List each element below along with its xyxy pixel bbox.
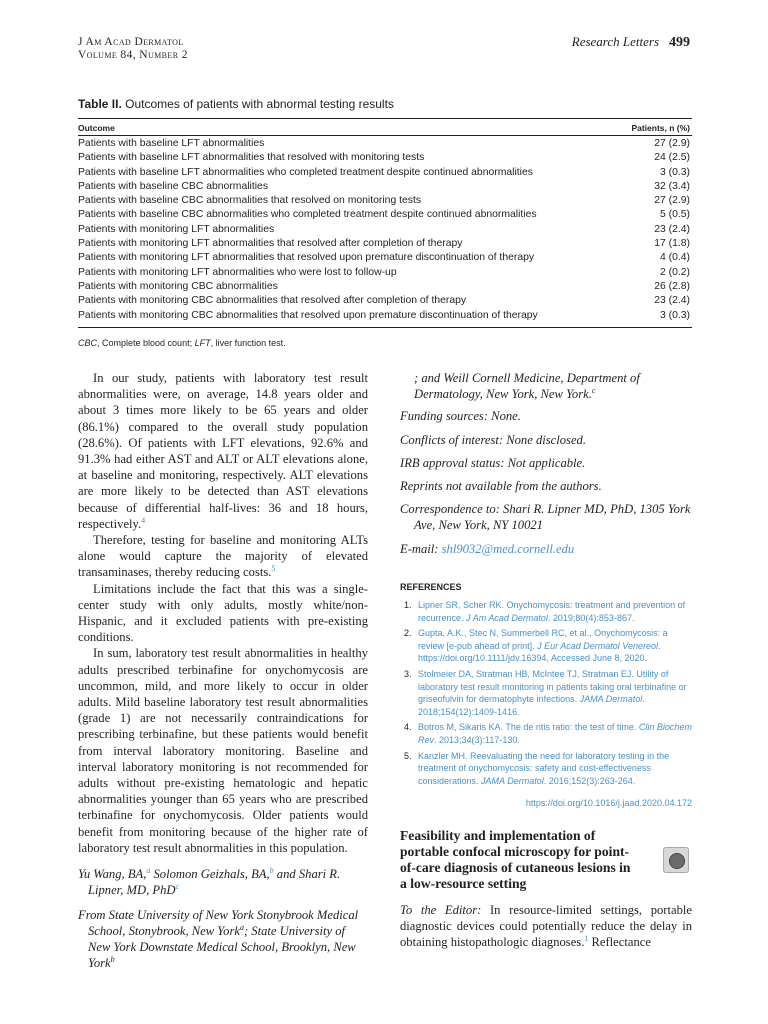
footnote-def-lft: , liver function test. [210,338,286,348]
irb-statement: IRB approval status: Not applicable. [400,455,586,470]
doi-link[interactable]: https://doi.org/10.1016/j.jaad.2020.04.172 [525,798,692,809]
reference-citation: . 2018;154(12):1409-1416. [418,694,645,717]
journal-volume: Volume 84, Number 2 [78,49,188,61]
patients-cell: 5 (0.5) [659,209,690,221]
reference-link[interactable] [418,628,668,663]
patients-cell: 3 (0.3) [659,309,690,321]
outcome-cell: Patients with baseline LFT abnormalities that resolved with monitoring tests [78,152,425,164]
crossmark-badge[interactable] [663,847,689,873]
reference-link[interactable] [418,722,692,745]
left-column [78,370,368,971]
table-header-rule [78,135,692,136]
body-paragraph-1 [78,370,368,532]
outcome-cell: Patients with baseline LFT abnormalities [78,138,265,149]
author-3: and Shari R. Lipner, MD, PhD [88,867,341,898]
body-paragraph-3: Limitations include the fact that this was a single-center study with only adults, mostly white/non-Hispanic, and it excluded patients with pre-existing conditions. [78,581,368,645]
reference-journal: JAMA Dermatol [481,775,544,786]
table-row [78,151,692,165]
reference-item [400,668,692,718]
reference-number: 5. [404,750,412,761]
reference-text: Gupta, A.K., Stec N, Summerbell RC, et al., Onychomycosis: a review [e-pub ahead of print]. [418,628,668,651]
email-label: E-mail: [400,541,442,556]
table-row [78,180,692,194]
affiliations [78,907,368,972]
reference-text: Botros M, Sikaris KA. The de ritis ratio: the test of time. [418,722,639,733]
table-row [78,237,692,251]
table-row [78,309,692,323]
next-article-text-tail: Reflectance [588,934,651,949]
outcomes-table [78,120,692,323]
conflicts-statement: Conflicts of interest: None disclosed. [400,432,586,447]
next-article-body [400,902,692,951]
body-text-1: In our study, patients with laboratory test result abnormalities were, on average, 14.8 years older and about 3 times more likely to be 65 years and older (86.1%) compared to the overall study population (28.6%). Of patients with LFT elevations, 92.6% and 91.3% had either AST and ALT or ALT elevations alone, at baseline and monitoring, respectively. ALT elevations are more likely to be detected than AST elevations because of differential half-lives: 36 and 18 hours, respectively. [78,371,368,531]
table-row [78,266,692,280]
footnote-def-cbc: , Complete blood count; [97,338,195,348]
table-label: Table II. [78,97,122,111]
author-2-affil-mark[interactable]: b [269,865,274,875]
patients-cell: 32 (3.4) [654,180,690,192]
citation-link-5[interactable]: 5 [271,564,276,574]
affiliation-3: ; and Weill Cornell Medicine, Department of Dermatology, New York, New York. [414,371,640,402]
running-header-page [572,34,690,51]
affiliation-continued [400,370,692,402]
table-row [78,294,692,308]
col-header-outcome: Outcome [78,123,115,133]
affiliation-3-mark: c [591,386,596,396]
reprints-statement: Reprints not available from the authors. [400,479,602,494]
table-row [78,137,692,151]
patients-cell: 24 (2.5) [654,152,690,164]
table-row [78,208,692,222]
author-1-affil-mark[interactable]: a [146,865,151,875]
reference-text: Kanzler MH. Reevaluating the need for laboratory testing in the treatment of onychomycosis: safety and cost-effectiveness considerations. [418,750,670,786]
table-row [78,194,692,208]
reference-citation: . https://doi.org/10.1111/jdv.16394, Accessed June 8, 2020. [418,640,661,664]
affiliation-1: From State University of New York Stonybrook Medical School, Stonybrook, New York [78,907,359,938]
table-bottom-rule [78,327,692,328]
reference-link[interactable] [418,669,687,717]
author-3-affil-mark[interactable]: c [175,882,180,892]
body-paragraph-2 [78,532,368,581]
reference-journal: JAMA Dermatol [579,694,643,705]
table-caption [78,97,394,111]
reference-number: 4. [404,722,412,733]
table-body [78,137,692,323]
reference-item [400,627,692,665]
author-1: Yu Wang, BA, [78,867,147,882]
references-list [400,599,692,787]
outcome-cell: Patients with monitoring LFT abnormalities that resolved after completion of therapy [78,238,463,250]
patients-cell: 3 (0.3) [659,166,690,178]
reference-text: Lipner SR, Scher RK. Onychomycosis: treatment and prevention of recurrence. [418,600,686,623]
patients-cell: 2 (0.2) [659,266,690,278]
patients-cell: 23 (2.4) [654,223,690,235]
email-line [400,541,692,557]
reference-journal: Clin Biochem Rev [418,722,692,745]
table-row [78,223,692,237]
affiliation-2: ; State University of New York Downstate Medical School, Brooklyn, New York [88,923,356,971]
reference-citation: . 2016;152(3):263-264. [543,775,636,786]
patients-cell: 23 (2.4) [654,295,690,307]
reference-text: Stolmeier DA, Stratman HB, McIntee TJ, Stratman EJ. Utility of laboratory test result monitoring in patients taking oral terbinafine or griseofulvin for dermatophyte infections. [418,669,687,705]
funding-statement: Funding sources: None. [400,409,521,424]
outcome-cell: Patients with monitoring CBC abnormalities [78,280,278,292]
citation-link-1[interactable]: 1 [584,933,589,943]
reference-number: 1. [404,600,412,611]
table-row [78,280,692,294]
right-column [400,370,692,950]
table-row [78,251,692,265]
body-paragraph-4: In sum, laboratory test result abnormalities in healthy adults prescribed terbinafine for onychomycosis are uncommon, mild, and more likely to occur in older adults. Mild baseline laboratory test result abnormalities (grade 1) are not necessarily contraindications for prescribing terbinafine, but these patients would benefit from interval laboratory monitoring. Baseline and interval laboratory monitoring is not recommended for adults without pre-existing hematologic and hepatic abnormalities younger than 65 years who are prescribed terbinafine for onychomycosis. Older patients would benefit from monitoring because of the higher rate of laboratory test result abnormalities in this population. [78,646,368,855]
references-heading: REFERENCES [400,581,462,592]
correspondence: Correspondence to: Shari R. Lipner MD, PhD, 1305 York Ave, New York, NY 10021 [400,502,691,533]
reference-number: 2. [404,628,412,639]
footnote-abbr-cbc: CBC [78,338,98,348]
author-2: Solomon Geizhals, BA, [150,867,270,882]
author-list [78,866,368,898]
email-link[interactable]: shl9032@med.cornell.edu [441,541,575,556]
citation-link-4[interactable]: 4 [141,515,146,525]
reference-number: 3. [404,669,412,679]
table-title: Outcomes of patients with abnormal testing results [125,97,394,111]
table-footnote [78,338,286,348]
journal-name: J Am Acad Dermatol [78,36,184,48]
reference-citation: . 2019;80(4):853-867. [547,612,635,623]
outcome-cell: Patients with baseline LFT abnormalities who completed treatment despite continued abnormalities [78,166,533,178]
crossmark-icon [669,853,685,869]
patients-cell: 17 (1.8) [654,238,690,250]
footnote-abbr-lft: LFT [194,338,211,348]
reference-link[interactable] [418,600,685,623]
outcome-cell: Patients with baseline CBC abnormalities who completed treatment despite continued abnormalities [78,209,537,221]
reference-item [400,750,692,788]
affiliation-1-mark: a [239,922,244,932]
next-article-title: Feasibility and implementation of portable confocal microscopy for point-of-care diagnosis of cutaneous lesions in a low-resource setting [400,827,631,891]
section-name: Research Letters [571,34,659,49]
table-top-rule [78,118,692,119]
col-header-patients: Patients, n (%) [631,123,690,133]
outcome-cell: Patients with monitoring LFT abnormalities that resolved upon premature discontinuation of therapy [78,252,535,264]
affiliation-2-mark-inline: b [110,954,115,964]
body-text-2: Therefore, testing for baseline and monitoring ALTs alone would capture the majority of elevated transaminases, thereby reducing costs. [78,533,368,580]
reference-item [400,721,692,746]
outcome-cell: Patients with monitoring LFT abnormalities who were lost to follow-up [78,266,397,278]
outcome-cell: Patients with baseline CBC abnormalities that resolved on monitoring tests [78,195,422,207]
patients-cell: 27 (2.9) [654,195,690,207]
salutation: To the Editor: [400,902,482,917]
reference-item [400,599,692,624]
reference-link[interactable] [418,751,669,786]
outcome-cell: Patients with baseline CBC abnormalities [78,180,269,192]
patients-cell: 27 (2.9) [654,138,690,149]
patients-cell: 4 (0.4) [659,252,690,264]
running-header-journal [78,36,188,62]
outcome-cell: Patients with monitoring CBC abnormalities that resolved upon premature discontinuation of therapy [78,309,538,321]
reference-journal: J Eur Acad Dermatol Venereol [537,640,658,651]
page-number: 499 [669,35,690,50]
outcome-cell: Patients with monitoring LFT abnormalities [78,223,275,235]
reference-journal: J Am Acad Dermatol [466,612,548,623]
reference-citation: . 2013;34(3):117-130. [434,734,520,745]
table-row [78,166,692,180]
patients-cell: 26 (2.8) [654,280,690,292]
next-article-text: In resource-limited settings, portable diagnostic devices could potentially reduce the delay in obtaining histopathologic diagnoses. [400,902,692,949]
outcome-cell: Patients with monitoring CBC abnormalities that resolved after completion of therapy [78,295,467,307]
